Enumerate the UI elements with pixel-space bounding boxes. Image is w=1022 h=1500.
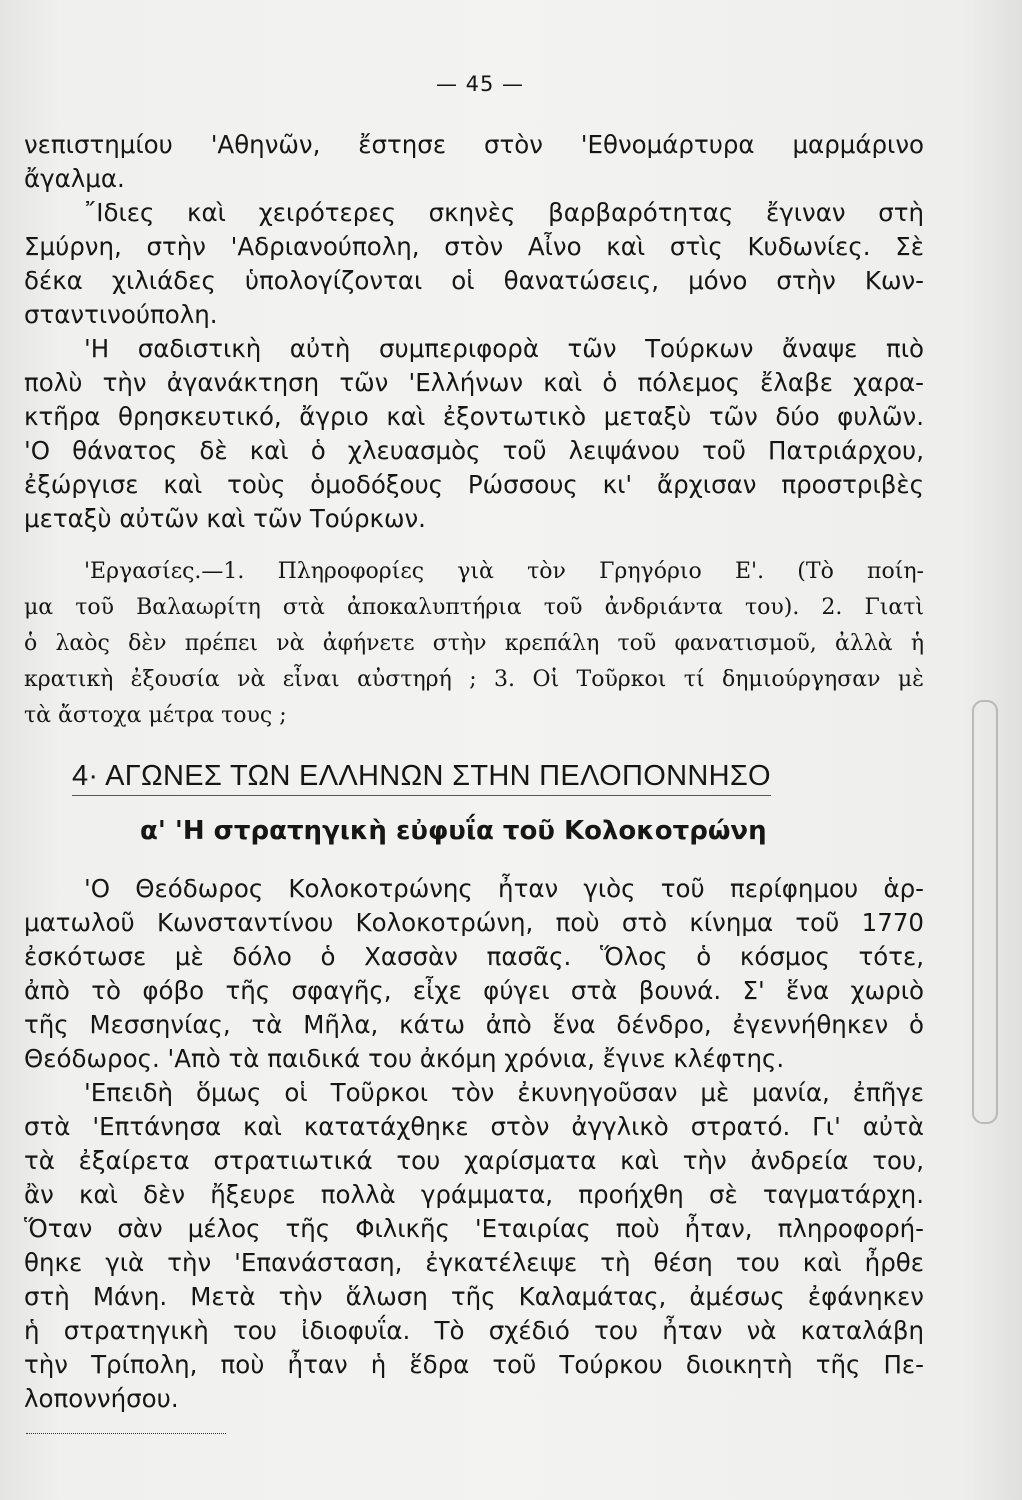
text-line: κτῆρα θρησκευτικό, ἄγριο καὶ ἐξοντωτικὸ μεταξὺ τῶν δύο φυλῶν. — [24, 402, 924, 431]
text-line: ἐσκότωσε μὲ δόλο ὁ Χασσὰν πασᾶς. Ὅλος ὁ κόσμος τότε, — [24, 942, 924, 971]
top-paragraphs — [24, 128, 924, 536]
pencil-underline-mark — [26, 1432, 226, 1434]
section-heading: 4· ΑΓΩΝΕΣ ΤΩΝ ΕΛΛΗΝΩΝ ΣΤΗΝ ΠΕΛΟΠΟΝΝΗΣΟ — [72, 760, 771, 796]
text-line: λοποννήσου. — [24, 1384, 179, 1413]
text-line: 'Η σαδιστικὴ αὐτὴ συμπεριφορὰ τῶν Τούρκων ἄναψε πιὸ — [84, 334, 924, 363]
text-line: Ὅταν σὰν μέλος τῆς Φιλικῆς 'Εταιρίας ποὺ ἦταν, πληροφορή- — [24, 1214, 924, 1243]
bottom-paragraphs — [24, 872, 924, 1416]
exercise-line: τὰ ἄστοχα μέτρα τους ; — [24, 703, 287, 728]
text-line: νεπιστημίου 'Αθηνῶν, ἔστησε στὸν 'Εθνομάρτυρα μαρμάρινο — [24, 130, 924, 159]
pencil-bracket-mark — [972, 700, 998, 1124]
text-line: Σμύρνη, στὴν 'Αδριανούπολη, στὸν Αἶνο καὶ στὶς Κυδωνίες. Σὲ — [24, 232, 924, 261]
text-line: 'Ο Θεόδωρος Κολοκοτρώνης ἦταν γιὸς τοῦ περίφημου ἁρ- — [84, 874, 924, 903]
text-line: ματωλοῦ Κωνσταντίνου Κολοκοτρώνη, ποὺ στὸ κίνημα τοῦ 1770 — [24, 908, 924, 937]
text-line: 'Ο θάνατος δὲ καὶ ὁ χλευασμὸς τοῦ λειψάνου τοῦ Πατριάρχου, — [24, 436, 924, 465]
exercise-line: 'Εργασίες.—1. Πληροφορίες γιὰ τὸν Γρηγόριο Ε'. (Τὸ ποίη- — [84, 559, 924, 584]
exercises-block — [24, 554, 924, 734]
exercise-line: ὁ λαὸς δὲν πρέπει νὰ ἀφήνετε στὴν κρεπάλη τοῦ φανατισμοῦ, ἀλλὰ ἡ — [24, 631, 924, 656]
exercise-line: κρατικὴ ἐξουσία νὰ εἶναι αὐστηρή ; 3. Οἱ Τοῦρκοι τί δημιούργησαν μὲ — [24, 667, 924, 692]
exercise-line: μα τοῦ Βαλαωρίτη στὰ ἀποκαλυπτήρια τοῦ ἀνδριάντα του). 2. Γιατὶ — [24, 595, 924, 620]
text-line: μεταξὺ αὐτῶν καὶ τῶν Τούρκων. — [24, 504, 426, 533]
text-line: στὰ 'Επτάνησα καὶ κατατάχθηκε στὸν ἀγγλικὸ στρατό. Γι' αὐτὰ — [24, 1112, 924, 1141]
text-line: ἄγαλμα. — [24, 164, 125, 193]
text-line: στὴ Μάνη. Μετὰ τὴν ἅλωση τῆς Καλαμάτας, ἀμέσως ἐφάνηκεν — [24, 1282, 924, 1311]
text-line: σταντινούπολη. — [24, 300, 218, 329]
text-line: ἀπὸ τὸ φόβο τῆς σφαγῆς, εἶχε φύγει στὰ βουνά. Σ' ἕνα χωριὸ — [24, 976, 924, 1005]
text-line: ἂν καὶ δὲν ἤξευρε πολλὰ γράμματα, προήχθη σὲ ταγματάρχη. — [24, 1180, 924, 1209]
page-number: — 45 — — [435, 72, 525, 96]
text-line: Θεόδωρος. 'Απὸ τὰ παιδικά του ἀκόμη χρόνια, ἔγινε κλέφτης. — [24, 1044, 785, 1073]
text-line: δέκα χιλιάδες ὑπολογίζονται οἱ θανατώσεις, μόνο στὴν Κων- — [24, 266, 924, 295]
text-line: θηκε γιὰ τὴν 'Επανάσταση, ἐγκατέλειψε τὴ θέση του καὶ ἦρθε — [24, 1248, 924, 1277]
text-line: ἐξώργισε καὶ τοὺς ὁμοδόξους Ρώσσους κι' ἄρχισαν προστριβὲς — [24, 470, 924, 499]
text-line: ἡ στρατηγικὴ του ἰδιοφυΐα. Τὸ σχέδιό του ἦταν νὰ καταλάβη — [24, 1316, 924, 1345]
subsection-heading: α' 'Η στρατηγικὴ εὐφυΐα τοῦ Κολοκοτρώνη — [140, 816, 767, 846]
text-line: τῆς Μεσσηνίας, τὰ Μῆλα, κάτω ἀπὸ ἕνα δένδρο, ἐγεννήθηκεν ὁ — [24, 1010, 924, 1039]
text-line: ῎Ιδιες καὶ χειρότερες σκηνὲς βαρβαρότητας ἔγιναν στὴ — [84, 198, 924, 227]
text-line: 'Επειδὴ ὅμως οἱ Τοῦρκοι τὸν ἐκυνηγοῦσαν μὲ μανία, ἐπῆγε — [84, 1078, 924, 1107]
text-line: πολὺ τὴν ἀγανάκτηση τῶν 'Ελλήνων καὶ ὁ πόλεμος ἔλαβε χαρα- — [24, 368, 924, 397]
text-line: τὴν Τρίπολη, ποὺ ἦταν ἡ ἕδρα τοῦ Τούρκου διοικητὴ τῆς Πε- — [24, 1350, 924, 1379]
text-line: τὰ ἐξαίρετα στρατιωτικά του χαρίσματα καὶ τὴν ἀνδρεία του, — [24, 1146, 924, 1175]
